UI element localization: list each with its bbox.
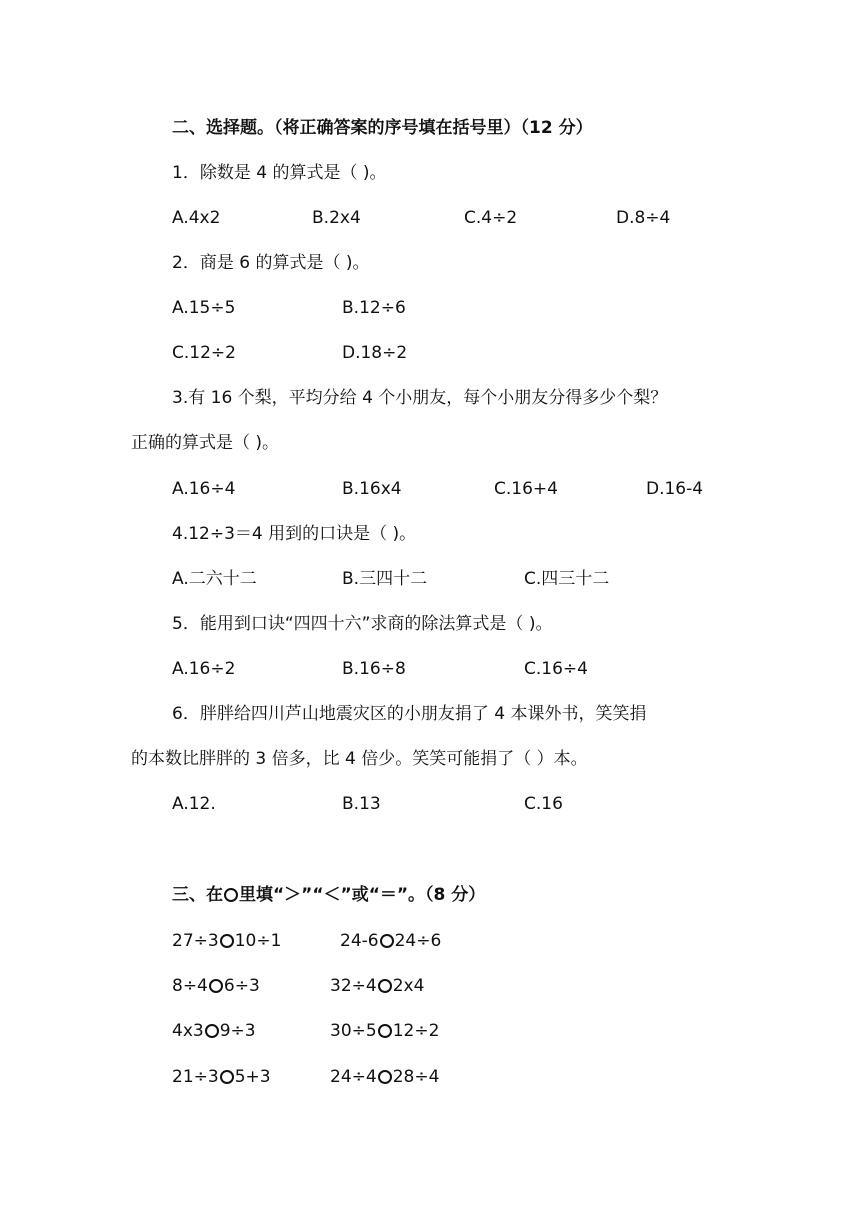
compare-circle-icon[interactable] [220, 934, 234, 948]
question-1-text: 1．除数是 4 的算式是（ )。 [172, 163, 387, 183]
compare-circle-icon[interactable] [220, 1070, 234, 1084]
q3-option-d: D.16-4 [646, 479, 704, 499]
compare-item [172, 1065, 271, 1089]
q1-option-d: D.8÷4 [616, 208, 671, 228]
q4-option-b: B.三四十二 [342, 569, 428, 589]
compare-circle-icon[interactable] [378, 1070, 392, 1084]
compare-right: 2x4 [392, 976, 425, 996]
question-3-text-line-1: 3.有 16 个梨，平均分给 4 个小朋友，每个小朋友分得多少个梨？ [172, 388, 668, 408]
compare-right: 24÷6 [394, 931, 442, 951]
compare-left: 4x3 [172, 1021, 204, 1041]
compare-circle-icon[interactable] [378, 1024, 392, 1038]
compare-circle-icon[interactable] [380, 934, 394, 948]
compare-left: 21÷3 [172, 1067, 219, 1087]
compare-item [340, 929, 441, 953]
q6-option-a: A.12. [172, 794, 216, 814]
compare-right: 12÷2 [392, 1021, 440, 1041]
compare-left: 8÷4 [172, 976, 208, 996]
compare-circle-icon[interactable] [378, 979, 392, 993]
q5-option-a: A.16÷2 [172, 659, 236, 679]
q3-option-b: B.16x4 [342, 479, 402, 499]
question-5-text: 5．能用到口诀“四四十六”求商的除法算式是（ )。 [172, 614, 553, 634]
q6-option-c: C.16 [524, 794, 563, 814]
q6-option-b: B.13 [342, 794, 381, 814]
question-4-text: 4.12÷3＝4 用到的口诀是（ )。 [172, 524, 417, 544]
compare-right: 5+3 [234, 1067, 271, 1087]
compare-right: 28÷4 [392, 1067, 440, 1087]
section-2-title: 二、选择题。（将正确答案的序号填在括号里）（12 分） [172, 118, 593, 138]
q4-option-a: A.二六十二 [172, 569, 257, 589]
compare-item [172, 1019, 256, 1043]
section-3-title-pre: 三、在 [172, 885, 223, 905]
q2-option-d: D.18÷2 [342, 343, 408, 363]
q2-option-a: A.15÷5 [172, 298, 236, 318]
section-3-title [172, 883, 485, 907]
compare-item [330, 1065, 439, 1089]
compare-left: 32÷4 [330, 976, 377, 996]
question-6-text-line-1: 6．胖胖给四川芦山地震灾区的小朋友捐了 4 本课外书，笑笑捐 [172, 704, 647, 724]
q5-option-c: C.16÷4 [524, 659, 588, 679]
q5-option-b: B.16÷8 [342, 659, 406, 679]
compare-left: 30÷5 [330, 1021, 377, 1041]
question-6-text-line-2: 的本数比胖胖的 3 倍多，比 4 倍少。笑笑可能捐了（ ）本。 [131, 749, 588, 769]
q1-option-c: C.4÷2 [464, 208, 518, 228]
compare-left: 24÷4 [330, 1067, 377, 1087]
question-3-text-line-2: 正确的算式是（ )。 [131, 433, 280, 453]
compare-right: 9÷3 [219, 1021, 256, 1041]
q1-option-b: B.2x4 [312, 208, 361, 228]
compare-left: 27÷3 [172, 931, 219, 951]
compare-right: 10÷1 [234, 931, 282, 951]
q4-option-c: C.四三十二 [524, 569, 610, 589]
compare-circle-icon[interactable] [205, 1024, 219, 1038]
q2-option-c: C.12÷2 [172, 343, 236, 363]
compare-item [330, 1019, 439, 1043]
q3-option-c: C.16+4 [494, 479, 558, 499]
compare-left: 24-6 [340, 931, 379, 951]
section-3-title-post: 里填“＞”“＜”或“＝”。（8 分） [239, 885, 486, 905]
compare-item [172, 929, 281, 953]
circle-icon [224, 888, 238, 902]
compare-circle-icon[interactable] [209, 979, 223, 993]
compare-right: 6÷3 [223, 976, 260, 996]
compare-item [172, 974, 260, 998]
q1-option-a: A.4x2 [172, 208, 221, 228]
compare-item [330, 974, 424, 998]
q3-option-a: A.16÷4 [172, 479, 236, 499]
question-2-text: 2．商是 6 的算式是（ )。 [172, 253, 370, 273]
q2-option-b: B.12÷6 [342, 298, 406, 318]
